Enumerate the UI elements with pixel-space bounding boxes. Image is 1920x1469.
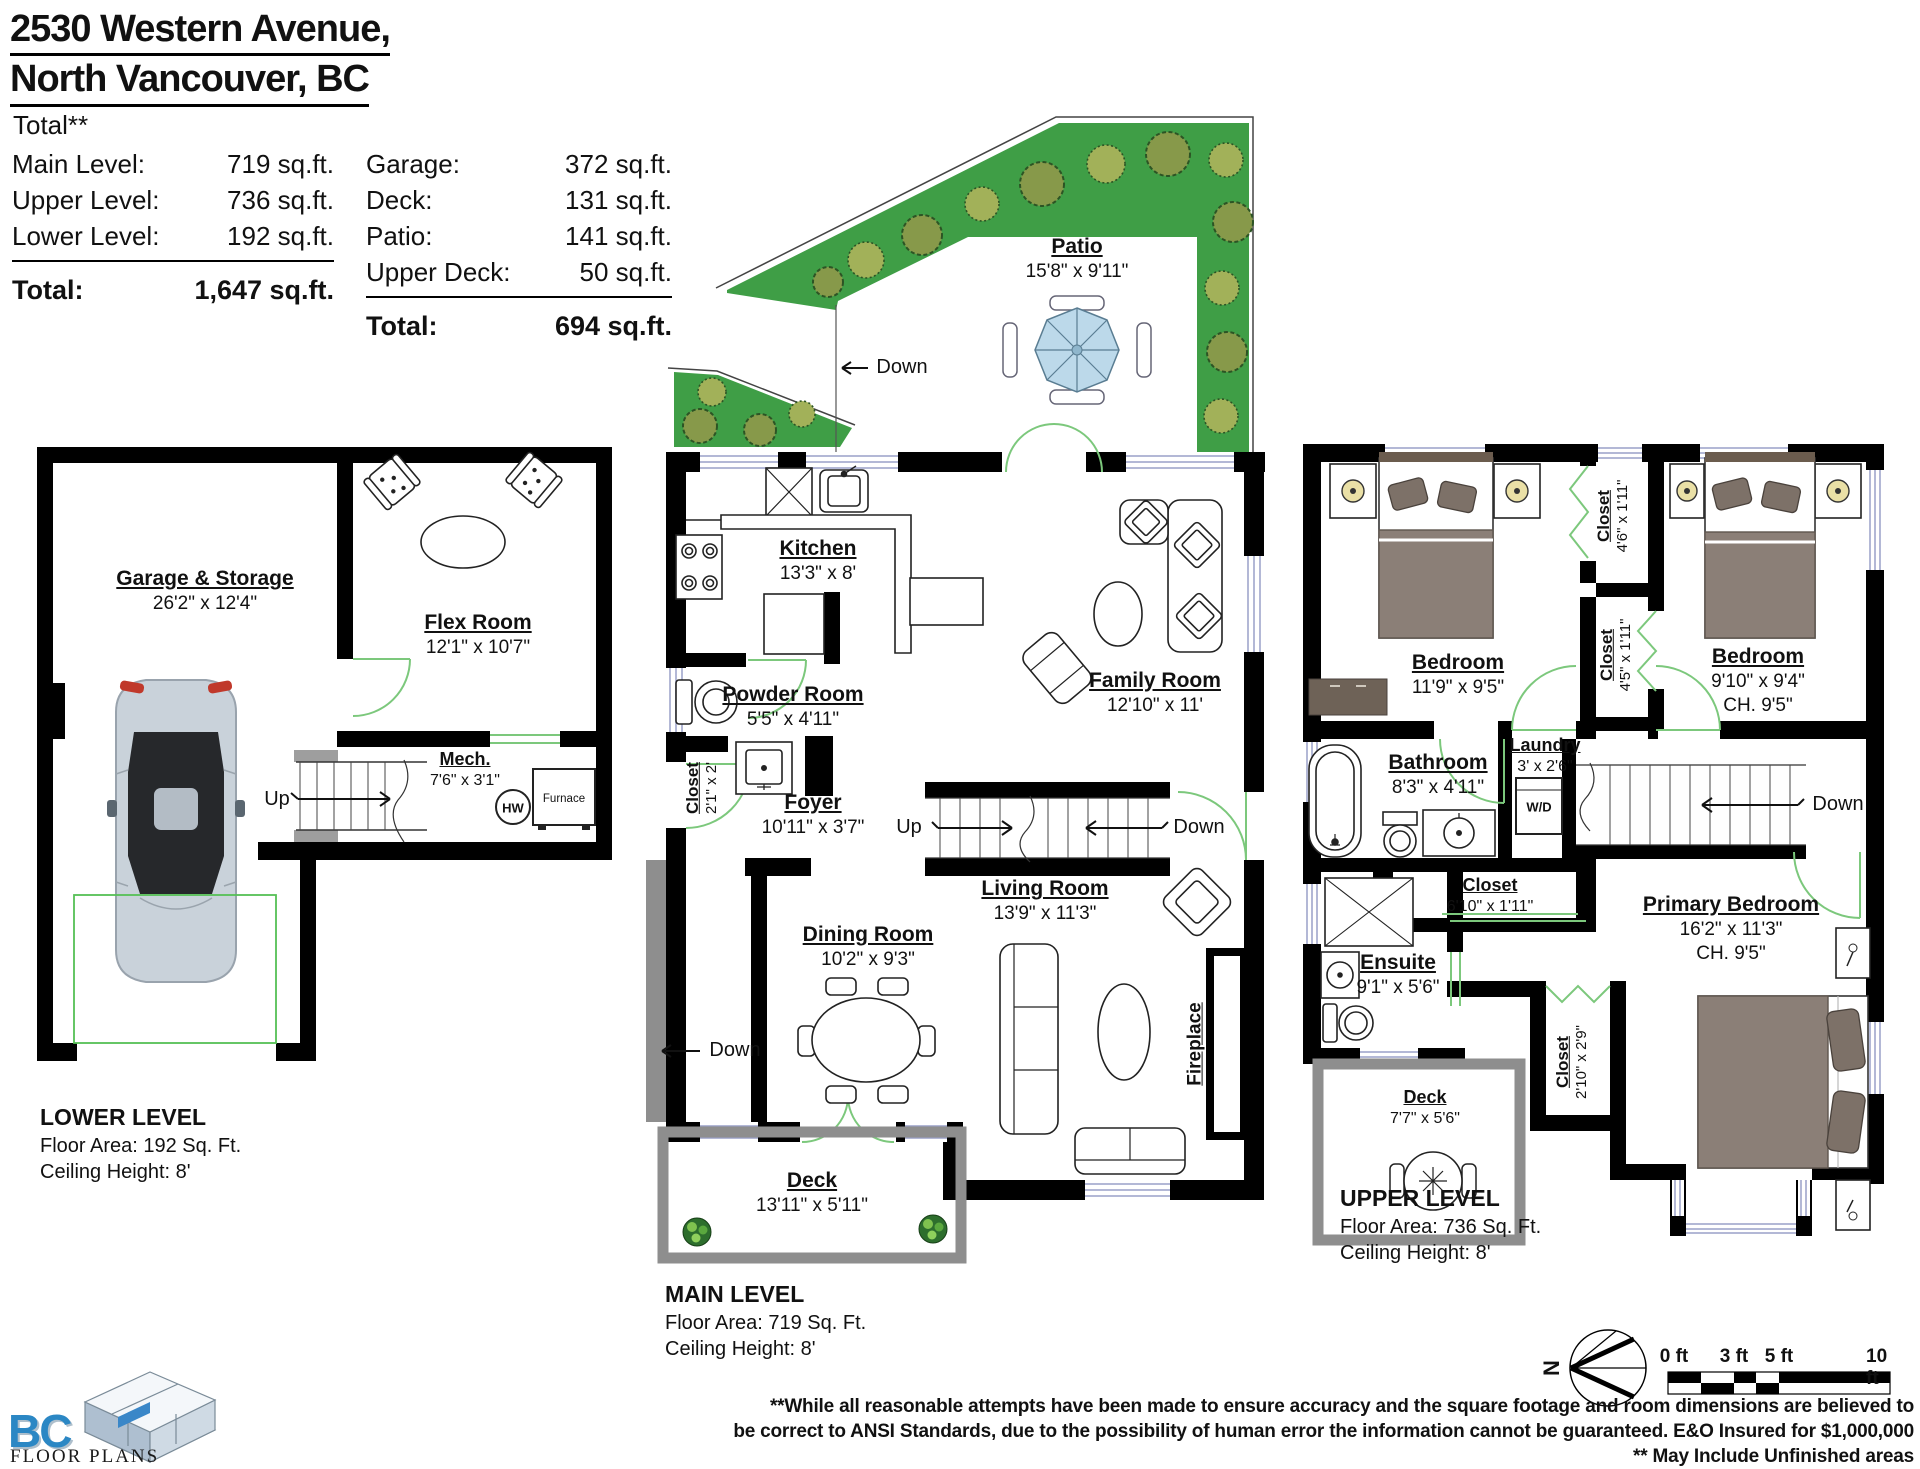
wd-label: W/D [1526, 799, 1552, 815]
stove-icon [676, 535, 722, 599]
page-title [10, 6, 390, 107]
area-row: Upper Level: 736 sq.ft. [12, 185, 334, 215]
patio-landscaping [668, 117, 1253, 452]
room-label-closet-main: Closet 2'1" x 2' [682, 762, 721, 814]
area-table-col2 [366, 146, 672, 344]
room-label-kitchen: Kitchen 13'3" x 8' [779, 537, 857, 585]
caption-upper-level: UPPER LEVEL Floor Area: 736 Sq. Ft. Ceiling Height: 8' [1340, 1185, 1542, 1264]
room-label-garage: Garage & Storage 26'2" x 12'4" [116, 567, 294, 615]
fireplace-box [1214, 956, 1240, 1132]
scale-tick-3: 3 ft [1719, 1346, 1749, 1367]
room-label-mech: Mech. 7'6" x 3'1" [430, 749, 500, 789]
car-icon [107, 680, 245, 982]
caption-main-level: MAIN LEVEL Floor Area: 719 Sq. Ft. Ceiling Height: 8' [665, 1281, 867, 1360]
toilet-icon [1323, 1004, 1337, 1042]
room-label-closet-deck: Closet 2'10" x 2'9" [1552, 1025, 1591, 1099]
bed-icon [1705, 452, 1815, 638]
room-label-closet-mid: Closet 4'5" x 1'11" [1596, 618, 1635, 692]
room-label-flex: Flex Room 12'1" x 10'7" [424, 611, 532, 659]
area-row: Main Level: 719 sq.ft. [12, 149, 334, 179]
area-row: Garage: 372 sq.ft. [366, 149, 672, 179]
north-letter: N [1539, 1360, 1564, 1376]
lower-stairs [291, 750, 427, 842]
room-label-bedroom-left: Bedroom 11'9" x 9'5" [1411, 651, 1505, 699]
logo-bc-text: BC [8, 1405, 71, 1457]
room-label-bathroom: Bathroom 8'3" x 4'11" [1388, 751, 1488, 799]
total-note: Total** [13, 110, 89, 140]
room-label-closet-hall: Closet 6'10" x 1'11" [1446, 875, 1534, 915]
hw-label: HW [502, 800, 524, 816]
room-label-living: Living Room 13'9" x 11'3" [981, 877, 1109, 925]
room-label-patio: Patio 15'8" x 9'11" [1025, 235, 1129, 283]
area-total-row: Total: 694 sq.ft. [366, 311, 672, 341]
address-line1: 2530 Western Avenue, [10, 6, 390, 56]
disclaimer-text: **While all reasonable attempts have been made to ensure accuracy and the square footage and room dimensions are believed to be correct to ANSI Standards, due to the possibility of human error the information cannot be guaranteed. E&O Insured for $1,000,000 ** May Include Unfinished areas [733, 1396, 1914, 1467]
dining-table-icon [798, 978, 935, 1103]
flex-door-icon [353, 659, 410, 716]
down-label-main-stairs: Down [1173, 816, 1225, 838]
room-label-primary: Primary Bedroom 16'2" x 11'3" CH. 9'5" [1642, 893, 1820, 964]
up-label-main: Up [896, 816, 922, 838]
toilet-icon [1383, 812, 1417, 825]
scale-tick-5: 5 ft [1764, 1346, 1794, 1367]
room-label-laundry: Laundry 3' x 2'6" [1509, 735, 1581, 775]
bedroom-right-furniture [1670, 452, 1861, 638]
main-level-plan [646, 424, 1265, 1258]
fireplace-label: Fireplace [1184, 1002, 1206, 1086]
logo-floorplans-text: FLOOR PLANS [10, 1446, 160, 1467]
bed-icon [1379, 452, 1493, 638]
planter-icon [919, 1215, 947, 1243]
planter-icon [683, 1218, 711, 1246]
room-label-family: Family Room 12'10" x 11' [1089, 669, 1221, 717]
up-label-lower: Up [264, 788, 290, 810]
scale-tick-10: 10 ft [1866, 1346, 1888, 1389]
down-label-patio: Down [876, 356, 928, 378]
area-row: Deck: 131 sq.ft. [366, 185, 672, 215]
room-label-deck-upper: Deck 7'7" x 5'6" [1390, 1087, 1460, 1127]
room-label-deck-main: Deck 13'11" x 5'11" [756, 1169, 868, 1217]
mech-opening-icon [490, 735, 560, 743]
patio-table-icon [1003, 296, 1151, 404]
divider [12, 260, 334, 262]
side-steps [646, 860, 666, 1122]
room-label-powder: Powder Room 5'5" x 4'11" [722, 683, 864, 731]
bed-icon [1698, 996, 1868, 1168]
main-stairs [925, 796, 1170, 862]
area-table-col1 [12, 146, 334, 308]
toilet-icon [676, 680, 692, 724]
down-label-side: Down [709, 1039, 761, 1061]
room-label-foyer: Foyer 10'11" x 3'7" [761, 791, 865, 839]
room-label-ensuite: Ensuite 9'1" x 5'6" [1356, 951, 1440, 999]
dresser-icon [1309, 679, 1387, 715]
caption-lower-level: LOWER LEVEL Floor Area: 192 Sq. Ft. Ceiling Height: 8' [40, 1104, 242, 1183]
area-row: Lower Level: 192 sq.ft. [12, 221, 334, 251]
primary-furniture [1698, 928, 1870, 1230]
area-row: Upper Deck: 50 sq.ft. [366, 257, 672, 287]
lower-level-plan [37, 447, 612, 1061]
divider [366, 296, 672, 298]
area-row: Patio: 141 sq.ft. [366, 221, 672, 251]
scale-tick-0: 0 ft [1659, 1346, 1689, 1367]
upper-stairs [1576, 763, 1806, 845]
scale-bar [1668, 1372, 1890, 1394]
address-line2: North Vancouver, BC [10, 56, 369, 106]
room-label-bedroom-right: Bedroom 9'10" x 9'4" CH. 9'5" [1711, 645, 1805, 716]
down-label-upper: Down [1812, 793, 1864, 815]
area-total-row: Total: 1,647 sq.ft. [12, 275, 334, 305]
room-label-dining: Dining Room 10'2" x 9'3" [802, 923, 934, 971]
flex-furniture [363, 451, 563, 568]
furnace-label: Furnace [542, 793, 586, 805]
room-label-closet-top: Closet 4'6" x 1'11" [1593, 479, 1632, 553]
